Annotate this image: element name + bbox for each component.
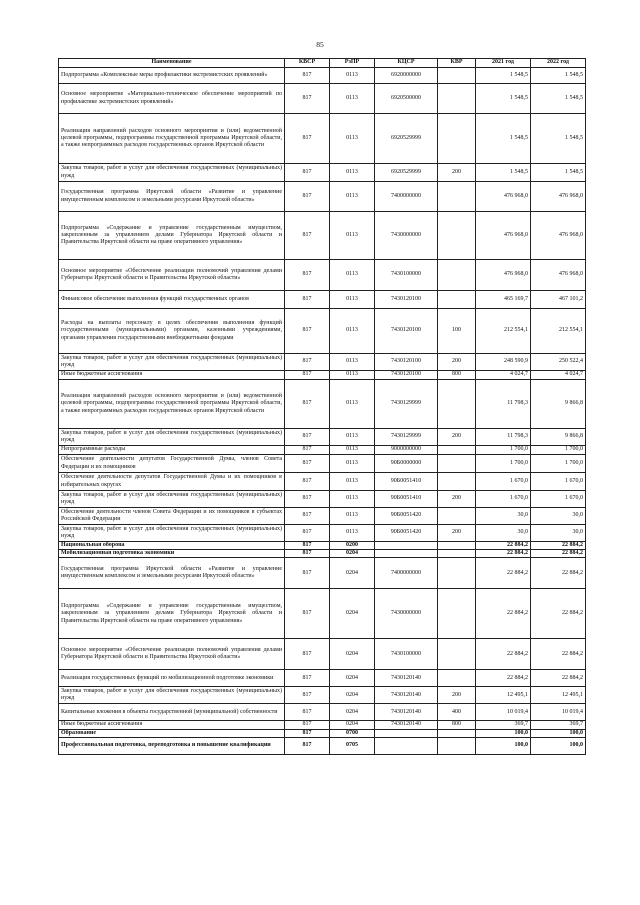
cell-ksr: 817	[285, 491, 330, 508]
cell-kvr	[438, 68, 476, 84]
cell-csr: 6920529999	[375, 164, 438, 182]
cell-2022: 12 495,1	[531, 687, 586, 704]
table-row	[59, 639, 586, 670]
cell-rzpr: 0113	[330, 291, 375, 309]
cell-name: Закупка товаров, работ и услуг для обеспечения государственных (муниципальных) нужд	[59, 354, 285, 371]
cell-2022: 1 700,0	[531, 455, 586, 473]
table-row	[59, 589, 586, 639]
cell-name: Закупка товаров, работ и услуг для обеспечения государственных (муниципальных) нужд	[59, 491, 285, 508]
table-row	[59, 260, 586, 291]
cell-name: Образование	[59, 729, 285, 737]
cell-2021: 1 670,0	[476, 491, 531, 508]
cell-kvr	[438, 291, 476, 309]
cell-rzpr: 0113	[330, 508, 375, 525]
cell-name: Капитальные вложения в объекты государственной (муниципальной) собственности	[59, 704, 285, 721]
cell-2021: 30,0	[476, 508, 531, 525]
table-row	[59, 737, 586, 754]
cell-2022: 30,0	[531, 525, 586, 542]
cell-csr: 7430120100	[375, 291, 438, 309]
cell-name: Государственная программа Иркутской области «Развитие и управление имущественным комплексом и земельными ресурсами Иркутской области»	[59, 182, 285, 212]
header-csr: КЦСР	[375, 59, 438, 68]
cell-name: Расходы на выплаты персоналу в целях обеспечения выполнения функций государственными (муниципальными) органами, казенными учреждениями, органами управления государственными внебюджетными фондами	[59, 309, 285, 354]
cell-2021: 1 548,5	[476, 84, 531, 114]
cell-csr: 7430000000	[375, 589, 438, 639]
cell-csr	[375, 550, 438, 558]
cell-kvr	[438, 558, 476, 589]
table-row	[59, 380, 586, 429]
cell-2022: 4 024,7	[531, 371, 586, 380]
cell-ksr: 817	[285, 164, 330, 182]
cell-name: Обеспечение деятельности депутатов Государственной Думы и их помощников в избирательных округах	[59, 473, 285, 491]
cell-2021: 369,7	[476, 721, 531, 729]
cell-name: Подпрограмма «Содержание и управление государственным имуществом, закрепленным за управлением делами Губернатора Иркутской области и Правительства Иркутской области на праве оперативного управления»	[59, 589, 285, 639]
cell-kvr	[438, 212, 476, 260]
cell-kvr	[438, 508, 476, 525]
cell-kvr	[438, 550, 476, 558]
cell-2021: 22 884,2	[476, 542, 531, 550]
table-header-row	[59, 59, 586, 68]
cell-ksr: 817	[285, 525, 330, 542]
cell-2022: 1 548,5	[531, 114, 586, 164]
table-row	[59, 114, 586, 164]
cell-name: Иные бюджетные ассигнования	[59, 371, 285, 380]
cell-kvr: 800	[438, 721, 476, 729]
cell-2021: 1 548,5	[476, 68, 531, 84]
cell-name: Реализация направлений расходов основного мероприятия и (или) ведомственной целевой программы, подпрограммы государственной программы Иркутской области, а также непрограммных расходов государственных органов Иркутской области	[59, 380, 285, 429]
cell-2022: 30,0	[531, 508, 586, 525]
header-name: Наименование	[59, 59, 285, 68]
cell-ksr: 817	[285, 429, 330, 446]
cell-name: Обеспечение деятельности членов Совета Федерации и их помощников в субъектах Российской Федерации	[59, 508, 285, 525]
cell-2022: 476 968,0	[531, 182, 586, 212]
cell-2021: 22 884,2	[476, 558, 531, 589]
cell-csr: 7430120100	[375, 309, 438, 354]
cell-csr: 7430129999	[375, 429, 438, 446]
cell-2021: 1 700,0	[476, 455, 531, 473]
cell-name: Подпрограмма «Содержание и управление государственным имуществом, закрепленным за управлением делами Губернатора Иркутской области и Правительства Иркутской области на праве оперативного управления»	[59, 212, 285, 260]
cell-2022: 369,7	[531, 721, 586, 729]
cell-rzpr: 0113	[330, 260, 375, 291]
cell-kvr	[438, 380, 476, 429]
cell-name: Закупка товаров, работ и услуг для обеспечения государственных (муниципальных) нужд	[59, 525, 285, 542]
cell-2021: 4 024,7	[476, 371, 531, 380]
cell-csr: 9000000000	[375, 446, 438, 455]
cell-2022: 1 670,0	[531, 491, 586, 508]
cell-2022: 22 884,2	[531, 558, 586, 589]
cell-rzpr: 0113	[330, 380, 375, 429]
cell-2021: 1 670,0	[476, 473, 531, 491]
cell-2022: 22 884,2	[531, 670, 586, 687]
cell-ksr: 817	[285, 212, 330, 260]
cell-2022: 212 554,1	[531, 309, 586, 354]
cell-2021: 22 884,2	[476, 589, 531, 639]
cell-ksr: 817	[285, 589, 330, 639]
cell-kvr: 200	[438, 525, 476, 542]
cell-ksr: 817	[285, 260, 330, 291]
cell-kvr	[438, 114, 476, 164]
cell-rzpr: 0113	[330, 68, 375, 84]
cell-name: Государственная программа Иркутской области «Развитие и управление имущественным комплексом и земельными ресурсами Иркутской области»	[59, 558, 285, 589]
cell-name: Профессиональная подготовка, переподготовка и повышение квалификации	[59, 737, 285, 754]
table-row	[59, 508, 586, 525]
cell-kvr	[438, 260, 476, 291]
cell-2022: 1 670,0	[531, 473, 586, 491]
cell-csr	[375, 729, 438, 737]
cell-2022: 22 884,2	[531, 639, 586, 670]
cell-csr: 7430120140	[375, 704, 438, 721]
cell-rzpr: 0200	[330, 542, 375, 550]
cell-2022: 1 548,5	[531, 84, 586, 114]
table-row	[59, 704, 586, 721]
cell-2021: 22 884,2	[476, 639, 531, 670]
cell-2022: 250 522,4	[531, 354, 586, 371]
cell-rzpr: 0113	[330, 84, 375, 114]
cell-2021: 465 169,7	[476, 291, 531, 309]
cell-csr: 90Б0051420	[375, 525, 438, 542]
table-row	[59, 550, 586, 558]
table-row	[59, 84, 586, 114]
cell-rzpr: 0204	[330, 558, 375, 589]
cell-2022: 1 700,0	[531, 446, 586, 455]
header-2021: 2021 год	[476, 59, 531, 68]
cell-2021: 1 700,0	[476, 446, 531, 455]
cell-ksr: 817	[285, 291, 330, 309]
table-row	[59, 473, 586, 491]
cell-name: Непрограммные расходы	[59, 446, 285, 455]
table-row	[59, 309, 586, 354]
table-row	[59, 182, 586, 212]
table-row	[59, 429, 586, 446]
cell-kvr: 100	[438, 309, 476, 354]
cell-name: Основное мероприятие «Обеспечение реализации полномочий управления делами Губернатора Иркутской области и Правительства Иркутской области»	[59, 260, 285, 291]
cell-2021: 12 495,1	[476, 687, 531, 704]
table-row	[59, 354, 586, 371]
cell-2021: 476 968,0	[476, 182, 531, 212]
cell-ksr: 817	[285, 542, 330, 550]
cell-name: Иные бюджетные ассигнования	[59, 721, 285, 729]
cell-2021: 100,0	[476, 737, 531, 754]
cell-2022: 22 884,2	[531, 542, 586, 550]
cell-rzpr: 0204	[330, 721, 375, 729]
cell-name: Национальная оборона	[59, 542, 285, 550]
cell-2021: 11 798,3	[476, 380, 531, 429]
cell-2022: 22 884,2	[531, 550, 586, 558]
cell-rzpr: 0204	[330, 550, 375, 558]
table-row	[59, 687, 586, 704]
cell-2022: 476 968,0	[531, 260, 586, 291]
cell-name: Закупка товаров, работ и услуг для обеспечения государственных (муниципальных) нужд	[59, 164, 285, 182]
cell-name: Основное мероприятие «Обеспечение реализации полномочий управления делами Губернатора Иркутской области и Правительства Иркутской области»	[59, 639, 285, 670]
cell-2021: 476 968,0	[476, 212, 531, 260]
cell-name: Мобилизационная подготовка экономики	[59, 550, 285, 558]
header-rzpr: РзПР	[330, 59, 375, 68]
cell-ksr: 817	[285, 354, 330, 371]
cell-kvr: 200	[438, 687, 476, 704]
cell-kvr: 200	[438, 164, 476, 182]
cell-rzpr: 0705	[330, 737, 375, 754]
cell-2022: 9 866,8	[531, 380, 586, 429]
cell-rzpr: 0204	[330, 687, 375, 704]
cell-name: Реализация направлений расходов основного мероприятия и (или) ведомственной целевой программы, подпрограммы государственной программы Иркутской области, а также непрограммных расходов государственных органов Иркутской области	[59, 114, 285, 164]
cell-rzpr: 0113	[330, 114, 375, 164]
cell-rzpr: 0113	[330, 212, 375, 260]
cell-csr: 90Б0000000	[375, 455, 438, 473]
cell-ksr: 817	[285, 639, 330, 670]
cell-ksr: 817	[285, 84, 330, 114]
cell-2022: 476 968,0	[531, 212, 586, 260]
cell-rzpr: 0113	[330, 429, 375, 446]
cell-name: Финансовое обеспечение выполнения функций государственных органов	[59, 291, 285, 309]
table-row	[59, 558, 586, 589]
cell-csr: 7430120140	[375, 687, 438, 704]
cell-csr	[375, 542, 438, 550]
cell-kvr	[438, 589, 476, 639]
cell-ksr: 817	[285, 721, 330, 729]
cell-csr	[375, 737, 438, 754]
header-kvr: КВР	[438, 59, 476, 68]
cell-2021: 11 798,3	[476, 429, 531, 446]
cell-2022: 100,0	[531, 729, 586, 737]
cell-csr: 7430100000	[375, 639, 438, 670]
cell-rzpr: 0113	[330, 182, 375, 212]
table-row	[59, 525, 586, 542]
cell-rzpr: 0113	[330, 354, 375, 371]
cell-csr: 6920000000	[375, 68, 438, 84]
cell-2022: 9 866,8	[531, 429, 586, 446]
cell-2021: 10 019,4	[476, 704, 531, 721]
cell-csr: 7430120100	[375, 354, 438, 371]
cell-kvr	[438, 639, 476, 670]
cell-ksr: 817	[285, 309, 330, 354]
cell-rzpr: 0113	[330, 371, 375, 380]
cell-2021: 212 554,1	[476, 309, 531, 354]
table-row	[59, 164, 586, 182]
cell-rzpr: 0113	[330, 491, 375, 508]
cell-ksr: 817	[285, 68, 330, 84]
cell-csr: 90Б0051410	[375, 491, 438, 508]
cell-name: Подпрограмма «Комплексные меры профилактики экстремистских проявлений»	[59, 68, 285, 84]
cell-rzpr: 0113	[330, 309, 375, 354]
cell-2022: 1 548,5	[531, 68, 586, 84]
cell-ksr: 817	[285, 446, 330, 455]
header-2022: 2022 год	[531, 59, 586, 68]
cell-name: Закупка товаров, работ и услуг для обеспечения государственных (муниципальных) нужд	[59, 429, 285, 446]
cell-csr: 6920529999	[375, 114, 438, 164]
cell-kvr	[438, 737, 476, 754]
cell-rzpr: 0113	[330, 446, 375, 455]
cell-ksr: 817	[285, 704, 330, 721]
cell-rzpr: 0204	[330, 639, 375, 670]
cell-ksr: 817	[285, 558, 330, 589]
cell-2022: 1 548,5	[531, 164, 586, 182]
cell-csr: 7430120100	[375, 371, 438, 380]
cell-rzpr: 0700	[330, 729, 375, 737]
cell-csr: 90Б0051420	[375, 508, 438, 525]
cell-csr: 7430000000	[375, 212, 438, 260]
cell-ksr: 817	[285, 371, 330, 380]
cell-kvr: 200	[438, 429, 476, 446]
table-body	[59, 68, 586, 755]
cell-name: Закупка товаров, работ и услуг для обеспечения государственных (муниципальных) нужд	[59, 687, 285, 704]
cell-kvr	[438, 84, 476, 114]
cell-2022: 100,0	[531, 737, 586, 754]
cell-ksr: 817	[285, 508, 330, 525]
cell-rzpr: 0204	[330, 670, 375, 687]
cell-2021: 22 884,2	[476, 670, 531, 687]
cell-ksr: 817	[285, 737, 330, 754]
cell-ksr: 817	[285, 670, 330, 687]
table-row	[59, 542, 586, 550]
cell-ksr: 817	[285, 380, 330, 429]
cell-kvr	[438, 473, 476, 491]
cell-kvr	[438, 446, 476, 455]
cell-name: Обеспечение деятельности депутатов Государственной Думы, членов Совета Федерации и их помощников	[59, 455, 285, 473]
cell-rzpr: 0113	[330, 455, 375, 473]
cell-csr: 7430100000	[375, 260, 438, 291]
cell-kvr	[438, 182, 476, 212]
cell-kvr: 200	[438, 354, 476, 371]
cell-csr: 7430120140	[375, 721, 438, 729]
cell-rzpr: 0113	[330, 473, 375, 491]
budget-table	[58, 58, 586, 755]
cell-2022: 10 019,4	[531, 704, 586, 721]
table-row	[59, 446, 586, 455]
cell-2021: 1 548,5	[476, 164, 531, 182]
table-row	[59, 212, 586, 260]
page-number: 85	[316, 40, 324, 49]
cell-ksr: 817	[285, 550, 330, 558]
cell-csr: 7430129999	[375, 380, 438, 429]
cell-csr: 7400000000	[375, 558, 438, 589]
table-row	[59, 291, 586, 309]
cell-kvr	[438, 670, 476, 687]
cell-kvr	[438, 455, 476, 473]
cell-ksr: 817	[285, 455, 330, 473]
cell-ksr: 817	[285, 729, 330, 737]
table-row	[59, 371, 586, 380]
cell-csr: 6920500000	[375, 84, 438, 114]
table-row	[59, 729, 586, 737]
cell-2021: 22 884,2	[476, 550, 531, 558]
cell-ksr: 817	[285, 114, 330, 164]
cell-ksr: 817	[285, 182, 330, 212]
cell-rzpr: 0113	[330, 164, 375, 182]
cell-kvr: 200	[438, 491, 476, 508]
header-ksr: КВСР	[285, 59, 330, 68]
table-row	[59, 721, 586, 729]
cell-2021: 100,0	[476, 729, 531, 737]
table-row	[59, 68, 586, 84]
cell-2021: 30,0	[476, 525, 531, 542]
cell-csr: 90Б0051410	[375, 473, 438, 491]
table-row	[59, 491, 586, 508]
cell-kvr: 800	[438, 371, 476, 380]
cell-2022: 467 101,2	[531, 291, 586, 309]
cell-kvr: 400	[438, 704, 476, 721]
cell-rzpr: 0204	[330, 589, 375, 639]
cell-name: Реализация государственных функций по мобилизационной подготовке экономики	[59, 670, 285, 687]
cell-rzpr: 0113	[330, 525, 375, 542]
cell-2022: 22 884,2	[531, 589, 586, 639]
cell-2021: 476 968,0	[476, 260, 531, 291]
table-row	[59, 670, 586, 687]
cell-name: Основное мероприятие «Материально-техническое обеспечение мероприятий по профилактике экстремистских проявлений»	[59, 84, 285, 114]
cell-ksr: 817	[285, 687, 330, 704]
cell-kvr	[438, 729, 476, 737]
cell-2021: 248 590,9	[476, 354, 531, 371]
cell-csr: 7400000000	[375, 182, 438, 212]
cell-2021: 1 548,5	[476, 114, 531, 164]
table-row	[59, 455, 586, 473]
cell-kvr	[438, 542, 476, 550]
cell-csr: 7430120140	[375, 670, 438, 687]
cell-ksr: 817	[285, 473, 330, 491]
cell-rzpr: 0204	[330, 704, 375, 721]
